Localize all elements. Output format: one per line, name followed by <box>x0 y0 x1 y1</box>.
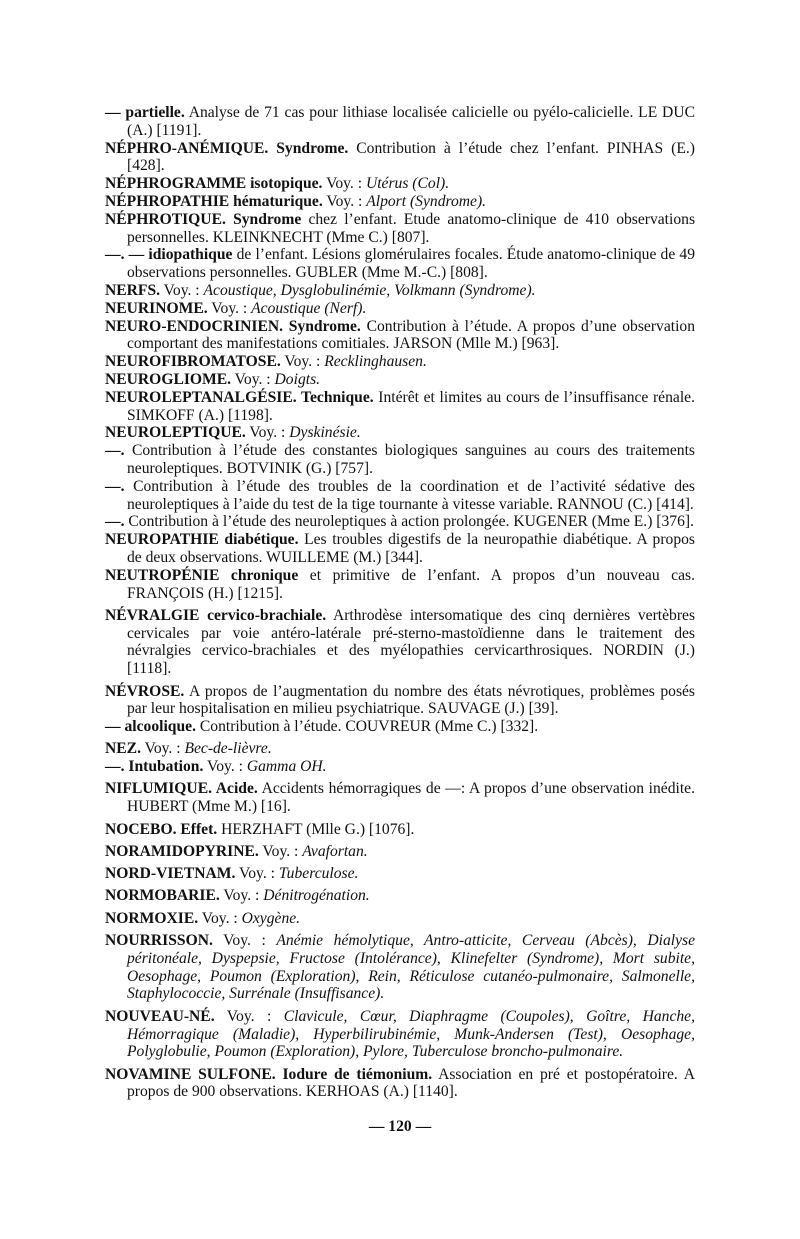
entry-text: Association en pré et postopératoire. A propos de 900 observations. KERHOAS (A.) [1140]. <box>127 1065 695 1101</box>
index-entry <box>105 371 695 389</box>
entry-cross-reference: Bec-de-lièvre. <box>184 740 272 758</box>
entry-text: et primitive de l’enfant. A propos d’un nouveau cas. FRANÇOIS (H.) [1215]. <box>127 566 695 602</box>
entry-subject: —. <box>105 477 125 495</box>
entry-headword: NEUROFIBROMATOSE. <box>105 353 281 371</box>
entry-cross-reference: Alport (Syndrome). <box>366 192 487 210</box>
entry-text: Analyse de 71 cas pour lithiase localisée calicielle ou pyélo-calicielle. LE DUC (A.) [1191]. <box>127 104 695 139</box>
entry-text: Voy. : <box>207 299 252 317</box>
entry-text: Voy. : <box>219 887 264 905</box>
index-entry <box>105 910 695 928</box>
index-entry <box>105 140 695 176</box>
entry-text: Contribution à l’étude des constantes biologiques sanguines au cours des traitements neuroleptiques. BOTVINIK (G.) [757]. <box>124 442 695 477</box>
index-entry <box>105 442 695 478</box>
index-entry <box>105 282 695 300</box>
entry-headword: NOURRISSON. <box>105 932 213 950</box>
entry-headword: NIFLUMIQUE. <box>105 780 212 798</box>
entry-headword: NEURINOME. <box>105 299 208 317</box>
entry-cross-reference: Acoustique, Dysglobulinémie, Volkmann (Syndrome). <box>203 281 536 299</box>
entry-headword: NEUROGLIOME. <box>105 370 232 388</box>
entry-subject: —. <box>105 513 125 531</box>
index-entry <box>105 424 695 442</box>
entry-text: chez l’enfant. Etude anatomo-clinique de 410 observations personnelles. KLEINKNECHT (Mme C.) [807]. <box>127 210 696 246</box>
entry-cross-reference: Oxygène. <box>241 909 301 927</box>
entry-text: Voy. : <box>235 865 279 883</box>
entry-text: HERZHAFT (Mlle G.) [1076]. <box>217 820 415 838</box>
index-entry <box>105 821 695 839</box>
entry-headword: NEUROLEPTANALGÉSIE. <box>105 388 297 406</box>
entry-headword: NEUTROPÉNIE <box>105 566 220 584</box>
page-number: — 120 — <box>368 1118 432 1135</box>
entry-headword: NOVAMINE SULFONE. <box>105 1065 276 1083</box>
entry-text: Voy. : <box>160 281 204 299</box>
entry-headword: NÉVROSE. <box>105 682 185 700</box>
entry-text: Voy. : <box>258 842 303 860</box>
entry-headword: NORMOBARIE. <box>105 887 220 905</box>
entry-subject: — partielle. <box>105 104 185 121</box>
entry-text: de l’enfant. Lésions glomérulaires focales. Étude anatomo-clinique de 49 observations personnelles. GUBLER (Mme M.-C.) [808]. <box>127 246 695 282</box>
entry-text: Arthrodèse intersomatique des cinq dernières vertèbres cervicales par voie antéro-latérale pré-sterno-mastoïdienne dans le traitement des névralgies cervico-brachiales et des myélopathies cervicarthrosiques. NORDIN (J.) [1118]. <box>127 606 696 678</box>
entry-text: Les troubles digestifs de la neuropathie diabétique. A propos de deux observations. WUILLEME (M.) [344]. <box>127 531 695 566</box>
entry-headword: NORD-VIETNAM. <box>105 865 236 883</box>
index-entry <box>105 531 695 567</box>
index-entry <box>105 865 695 883</box>
entry-cross-reference: Anémie hémolytique, Antro-atticite, Cerveau (Abcès), Dialyse péritonéale, Dyspepsie, Fructose (Intolérance), Klinefelter (Syndrome), Mort subite, Oesophage, Poumon (Exploration), Rein, Réticulose cutanéo-pulmonaire, Salmonelle, Staphylococcie, Surrénale (Insuffisance). <box>127 932 696 1003</box>
entry-headword: NORMOXIE. <box>105 909 199 927</box>
entry-cross-reference: Gamma OH. <box>246 758 327 776</box>
index-entry <box>105 683 695 719</box>
entry-subject: hématurique. <box>229 192 323 210</box>
entry-text: Intérêt et limites au cours de l’insuffisance rénale. SIMKOFF (A.) [1198]. <box>127 388 695 424</box>
entry-headword: NÉPHROPATHIE <box>105 192 230 210</box>
entry-text: Voy. : <box>203 758 247 776</box>
entry-cross-reference: Recklinghausen. <box>324 353 427 371</box>
entry-headword: NEURO-ENDOCRINIEN. <box>105 317 284 335</box>
entry-subject: isotopique. <box>246 175 323 193</box>
entry-text: Voy. : <box>212 932 277 950</box>
index-entry <box>105 353 695 371</box>
index-entry <box>105 389 695 425</box>
index-entry <box>105 758 695 776</box>
entry-text: Voy. : <box>280 353 325 371</box>
index-entry <box>105 740 695 758</box>
index-entry <box>105 318 695 354</box>
index-page <box>105 104 695 1101</box>
entry-subject: Iodure de tiémonium. <box>275 1065 433 1083</box>
entry-subject: —. <box>105 442 125 460</box>
entry-headword: NEUROLEPTIQUE. <box>105 424 246 442</box>
entry-cross-reference: Clavicule, Cœur, Diaphragme (Coupoles), Goître, Hanche, Hémorragique (Maladie), Hyperbilirubinémie, Munk-Andersen (Test), Oesophage, Polyglobulie, Poumon (Exploration), Pylore, Tuberculose broncho-pulmonaire. <box>127 1007 696 1061</box>
entry-subject: diabétique. <box>218 531 299 549</box>
index-entry <box>105 718 695 736</box>
index-entry <box>105 1066 695 1102</box>
entry-headword: NÉPHROTIQUE. <box>105 210 226 228</box>
entry-cross-reference: Doigts. <box>274 370 321 388</box>
entry-subject: Syndrome. <box>283 317 361 335</box>
entry-headword: NERFS. <box>105 281 161 299</box>
entry-headword: NÉPHROGRAMME <box>105 175 247 193</box>
entry-headword: NEUROPATHIE <box>105 531 219 549</box>
entry-text: Voy. : <box>322 192 367 210</box>
entry-text: Contribution à l’étude des neuroleptiques à action prolongée. KUGENER (Mme E.) [376]. <box>124 513 694 531</box>
entry-text: A propos de l’augmentation du nombre des états névrotiques, problèmes posés par leur hospitalisation en milieu psychiatrique. SAUVAGE (J.) [39]. <box>127 682 695 718</box>
entry-subject: — alcoolique. <box>105 718 196 736</box>
entry-text: Contribution à l’étude des troubles de la coordination et de l’activité sédative des neuroleptiques à l’aide du test de la tige tournante à vitesse variable. RANNOU (C.) [414]. <box>124 477 695 513</box>
index-entry <box>105 175 695 193</box>
entry-text: Voy. : <box>214 1007 284 1025</box>
entry-subject: chronique <box>219 566 299 584</box>
entry-text: Voy. : <box>198 909 242 927</box>
entry-subject: cervico-brachiale. <box>199 606 327 624</box>
entry-text: Voy. : <box>140 740 185 758</box>
entry-text: Accidents hémorragiques de —: A propos d’une observation inédite. HUBERT (Mme M.) [16]. <box>127 780 695 816</box>
index-entry <box>105 567 695 603</box>
entry-cross-reference: Dénitrogénation. <box>263 887 370 905</box>
entry-headword: NOCEBO. <box>105 820 177 838</box>
entry-cross-reference: Tuberculose. <box>278 865 359 883</box>
index-entry <box>105 211 695 247</box>
entry-subject: Technique. <box>296 388 374 406</box>
entry-headword: NOUVEAU-NÉ. <box>105 1007 215 1025</box>
entry-text: Contribution à l’étude chez l’enfant. PINHAS (E.) [428]. <box>127 139 695 175</box>
entry-text: Contribution à l’étude. COUVREUR (Mme C.) [332]. <box>195 718 539 736</box>
entry-headword: NEZ. <box>105 740 141 758</box>
entry-cross-reference: Avafortan. <box>302 842 368 860</box>
index-entry <box>105 513 695 531</box>
index-entry <box>105 887 695 905</box>
entry-headword: NORAMIDOPYRINE. <box>105 842 259 860</box>
entry-cross-reference: Dyskinésie. <box>289 424 361 442</box>
index-entry <box>105 1008 695 1061</box>
index-entry <box>105 607 695 678</box>
index-entry <box>105 932 695 1003</box>
entry-subject: —. Intubation. <box>105 758 204 776</box>
entry-cross-reference: Acoustique (Nerf). <box>251 299 367 317</box>
index-entry <box>105 780 695 816</box>
entry-text: Voy. : <box>231 370 275 388</box>
entry-text: Contribution à l’étude. A propos d’une observation comportant des manifestations comitiales. JARSON (Mlle M.) [963]. <box>127 317 695 353</box>
entry-subject: —. — idiopathique <box>105 246 233 264</box>
entry-headword: NÉPHRO-ANÉMIQUE. <box>105 139 269 157</box>
entry-headword: NÉVRALGIE <box>105 606 200 624</box>
entry-subject: Acide. <box>212 780 258 798</box>
entry-text: Voy. : <box>245 424 290 442</box>
index-entry <box>105 104 695 140</box>
entry-subject: Syndrome <box>225 210 302 228</box>
index-entry <box>105 193 695 211</box>
entry-subject: Effet. <box>176 820 218 838</box>
index-entry <box>105 246 695 282</box>
index-entry <box>105 843 695 861</box>
entry-cross-reference: Utérus (Col). <box>365 175 450 193</box>
index-entry <box>105 478 695 514</box>
entry-subject: Syndrome. <box>268 139 349 157</box>
entry-text: Voy. : <box>322 175 366 193</box>
index-entry <box>105 300 695 318</box>
